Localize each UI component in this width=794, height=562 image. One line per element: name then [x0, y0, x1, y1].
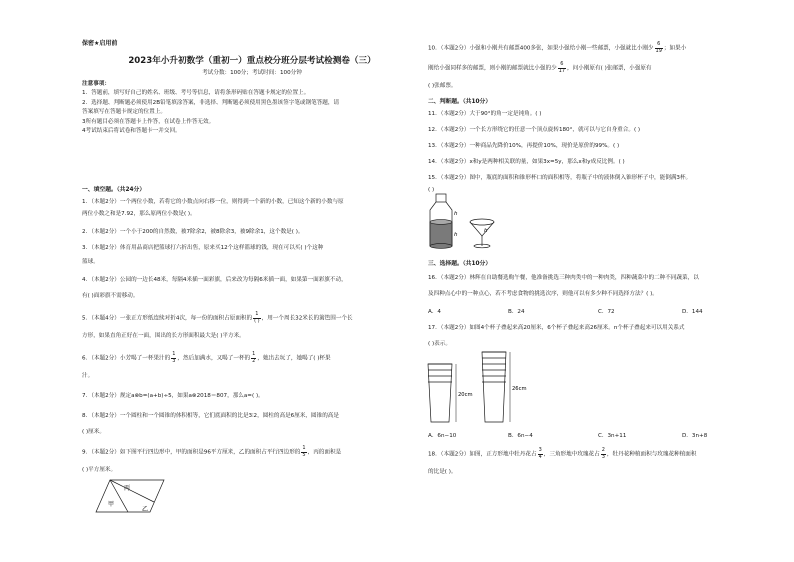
fraction-numerator: 1	[253, 312, 261, 319]
fraction	[538, 448, 543, 460]
height-label: 26cm	[512, 386, 527, 392]
height-label: h	[484, 228, 488, 234]
fraction-denominator: 3	[601, 453, 605, 460]
option-b[interactable]: B．6n−4	[508, 433, 533, 439]
fraction	[601, 448, 606, 460]
notice-heading: 注意事项：	[82, 81, 110, 87]
fraction-denominator: 19	[655, 47, 662, 54]
fraction-denominator: 5	[302, 451, 306, 458]
notice-item: 4考试结束后将试卷和答题卡一并交回。	[82, 128, 181, 135]
notice-block	[82, 80, 422, 136]
question-10-line2	[428, 62, 652, 75]
question-8-line2: ( )厘米。	[82, 429, 105, 435]
fraction-numerator: 6	[558, 62, 566, 69]
question-4-line2: 有( )面彩旗不需移动。	[82, 293, 139, 299]
fraction-denominator: 4	[538, 453, 542, 460]
question-9-text-pre: 9．（本题2分）如下图平行四边形中，甲的面积是96平方厘米，乙的面积占平行四边形的	[82, 449, 301, 456]
question-18-text-mid: ，三角形地中玫瑰花占	[543, 451, 600, 458]
question-9-line1	[82, 446, 341, 459]
fraction-denominator: 3	[172, 357, 176, 364]
question-1-line1: 1．（本题2分）一个两位小数，若将它的小数点向右移一位，则得到一个新的小数，已知这个新的小数与原	[82, 199, 344, 205]
question-10-text-pre: 10．（本题2分）小强和小刚共有邮票400多张，如果小强给小刚一些邮票，小强就比小刚少	[428, 45, 654, 52]
height-label: h	[454, 211, 458, 217]
notice-item: 答案填写在答题卡规定的位置上。	[82, 109, 166, 116]
stacked-cups-figure	[426, 350, 556, 426]
fraction-numerator: 6	[655, 42, 663, 49]
question-10-line1	[428, 42, 686, 55]
question-2: 2．（本题2分）一个小于200的自然数，被7除余2，被8除余3，被9除余1，这个数是( )。	[82, 229, 304, 235]
question-17-line2: ( )表示。	[428, 341, 451, 347]
fraction	[301, 446, 306, 458]
cup-rim	[470, 219, 494, 225]
bottle-neck	[436, 194, 446, 202]
section-fill-blank: 一、填空题。（共24分）	[82, 187, 146, 193]
question-10-text-pre2: 刚给小强同样多的邮票，则小刚的邮票就比小强的少	[428, 65, 557, 72]
question-18-line1	[428, 448, 696, 461]
question-5-text-post: ，用一个周长32米长的篱笆围一个长	[261, 315, 353, 322]
question-18-text-post: ，牡丹花种植面积与玫瑰花种植面积	[606, 451, 697, 458]
fraction-numerator: 1	[252, 351, 256, 357]
region-label-bing: 丙	[124, 485, 131, 492]
bottle-bottom	[430, 244, 452, 249]
section-true-false: 二、判断题。（共10分）	[428, 99, 492, 105]
question-3-line1: 3．（本题2分）体育用品商店把篮球打六折出售，原来买12个这样篮球的钱，现在可以买( )个这种	[82, 245, 324, 251]
fraction	[558, 62, 566, 74]
fraction-numerator: 3	[538, 447, 542, 453]
question-10-text-post2: ，问小刚原有( )张邮票，小强原有	[567, 65, 652, 72]
region-label-yi: 乙	[142, 506, 149, 513]
question-5-line1	[82, 312, 353, 325]
question-16-line2: 及四种点心中的一种点心，若不考虑食物的挑选次序，则他可以有多少种不同选择方法？( )。	[428, 291, 658, 297]
cup	[428, 364, 452, 422]
question-9-line2: ( )平方厘米。	[82, 467, 117, 473]
question-9-text-post: ，丙的面积是	[307, 449, 342, 456]
question-15-line2: ( )	[428, 187, 435, 193]
bottle-liquid	[430, 222, 452, 246]
fraction	[251, 352, 256, 364]
option-a[interactable]: A．6n−10	[428, 433, 457, 439]
liquid-surface	[430, 220, 452, 225]
section-multiple-choice: 三、选择题。（共10分）	[428, 261, 492, 267]
fraction	[655, 42, 663, 54]
question-18-line2: 的比是( )。	[428, 469, 457, 475]
divider-line	[110, 480, 154, 502]
option-d[interactable]: D．144	[682, 309, 703, 315]
six-cup-stack	[482, 352, 527, 422]
secret-label: 保密★启用前	[82, 40, 118, 47]
fraction-numerator: 2	[601, 447, 605, 453]
question-14: 14．（本题2分）x和y是两种相关联的量，如果3x=5y，那么x和y成反比例。( )	[428, 159, 625, 165]
question-5-line2: 方形，如果直角正好在一面，围出的长方形面积最大是( )平方米。	[82, 333, 245, 339]
cup	[482, 352, 506, 422]
option-c[interactable]: C．3n+11	[598, 433, 627, 439]
bottle-cup-figure	[424, 192, 504, 252]
exam-meta: 考试分数：100分；考试时间：100分钟	[202, 70, 302, 76]
question-6-text-post: ，她出去玩了，她喝了( )杯果	[257, 355, 331, 362]
notice-item: 2．选择题、判断题必须使用2B铅笔填涂答案，非选择、判断题必须使用黑色墨该签字笔或钢笔答题，请	[82, 99, 340, 106]
fraction-denominator: ( )	[254, 317, 260, 324]
question-16-line1: 16．（本题2分）林辉在自助餐选购午餐，他准备挑选三种肉类中的一种肉类，四种蔬菜中的二种不同蔬菜，以	[428, 275, 699, 281]
question-15-line1: 15．（本题2分）图中，瓶底的面积和锥形杯口的面积相等，将瓶子中的液体倒入锥形杯子中，能倒满3杯。	[428, 175, 692, 181]
region-label-jia: 甲	[108, 501, 115, 508]
option-b[interactable]: B．24	[508, 309, 525, 315]
question-10-line3: ( )张邮票。	[428, 83, 457, 89]
notice-item: 1．答题前，填写好自己的姓名、班级、考号等信息，请将条形码贴在答题卡规定的位置上。	[82, 90, 310, 97]
question-6-text-mid: ，然后加满水，又喝了一杯的	[177, 355, 251, 362]
question-10-text-post: ；如果小	[663, 45, 687, 52]
question-13: 13．（本题2分）一种商品先降价10%，再提价10%，现价是原价的99%。( )	[428, 143, 620, 149]
option-c[interactable]: C．72	[598, 309, 615, 315]
question-17-line1: 17．（本题2分）如图4个杯子叠起来高20厘米，6个杯子叠起来高26厘米。n个杯子叠起来可以用关系式	[428, 325, 685, 331]
option-a[interactable]: A．4	[428, 309, 441, 315]
question-4-line1: 4．（本题2分）公园的一边长48米，每隔4米插一面彩旗，后来改为每隔6米插一面，如果第一面彩旗不动，	[82, 277, 347, 283]
question-18-text-pre: 18．（本题2分）如图，正方形地中牡丹花占	[428, 451, 537, 458]
question-8-line1: 8．（本题2分）一个圆柱和一个圆锥的体积相等，它们底面积的比是3∶2，圆柱的高是6厘米，圆锥的高是	[82, 413, 339, 419]
parallelogram-figure	[92, 478, 172, 516]
height-label: h	[454, 232, 458, 238]
fraction	[253, 312, 261, 324]
question-7: 7．（本题2分）规定a⊗b=(a+b)÷5，如果a⊗2018＝807，那么a=( )。	[82, 393, 264, 399]
height-label: 20cm	[458, 392, 473, 398]
fraction-numerator: 1	[172, 351, 176, 357]
option-d[interactable]: D．3n+8	[682, 433, 708, 439]
four-cup-stack	[428, 364, 473, 422]
question-6-line2: 汁。	[82, 373, 94, 379]
question-12: 12．（本题2分）一个长方形绕它的任意一个顶点旋转180°，就可以与它自身重合。( )	[428, 127, 641, 133]
notice-item: 3所有题目必须在答题卡上作答，在试卷上作答无效。	[82, 118, 215, 125]
fraction-denominator: 2	[252, 357, 256, 364]
fraction	[171, 352, 176, 364]
question-11: 11．（本题2分）大于90°的角一定是钝角。( )	[428, 111, 542, 117]
question-5-text-pre: 5．（本题4分）一张正方形纸连续对折4次，每一份的面积占原面积的	[82, 315, 253, 322]
exam-title: 2023年小升初数学（重初一）重点校分班分层考试检测卷（三）	[128, 56, 376, 66]
question-1-line2: 两位小数之和是7.92，那么原两位小数是( )。	[82, 211, 196, 217]
fraction-denominator: 17	[558, 67, 566, 74]
question-6-line1	[82, 352, 331, 365]
fraction-numerator: 1	[302, 445, 306, 451]
question-3-line2: 篮球。	[82, 259, 99, 265]
question-6-text-pre: 6．（本题2分）小芳喝了一杯果汁的	[82, 355, 171, 362]
